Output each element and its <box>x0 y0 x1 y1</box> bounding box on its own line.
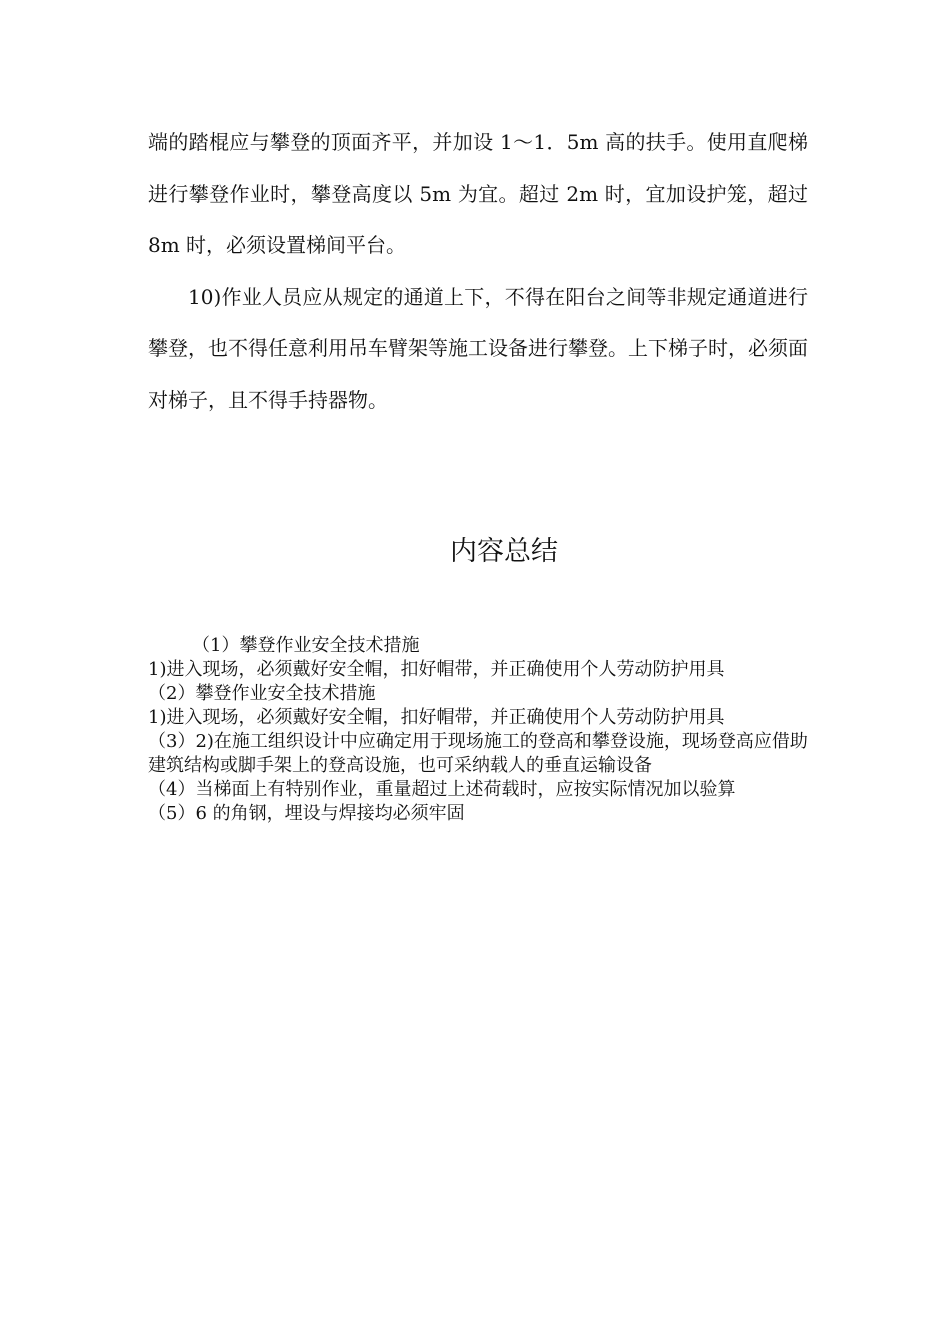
body-text <box>148 117 808 426</box>
summary-item: （3）2)在施工组织设计中应确定用于现场施工的登高和攀登设施，现场登高应借助建筑结构或脚手架上的登高设施，也可采纳载人的垂直运输设备 <box>148 731 808 776</box>
summary-item: （4）当梯面上有特别作业，重量超过上述荷载时，应按实际情况加以验算 <box>148 779 736 800</box>
summary-item: （1）攀登作业安全技术措施 <box>192 635 420 656</box>
summary-title: 内容总结 <box>450 536 558 567</box>
summary-item: （5）6 的角钢，埋设与焊接均必须牢固 <box>148 803 465 824</box>
body-paragraph: 端的踏棍应与攀登的顶面齐平，并加设 1～1．5m 高的扶手。使用直爬梯进行攀登作业时，攀登高度以 5m 为宜。超过 2m 时，宜加设护笼，超过 8m 时，必须设置梯间平台。 <box>148 130 808 257</box>
body-paragraph: 10)作业人员应从规定的通道上下，不得在阳台之间等非规定通道进行攀登，也不得任意利用吊车臂架等施工设备进行攀登。上下梯子时，必须面对梯子，且不得手持器物。 <box>148 284 808 412</box>
summary-item: 1)进入现场，必须戴好安全帽，扣好帽带，并正确使用个人劳动防护用具 <box>148 659 725 680</box>
summary-list <box>148 634 808 826</box>
summary-item: （2）攀登作业安全技术措施 <box>148 683 376 704</box>
summary-item: 1)进入现场，必须戴好安全帽，扣好帽带，并正确使用个人劳动防护用具 <box>148 707 725 728</box>
